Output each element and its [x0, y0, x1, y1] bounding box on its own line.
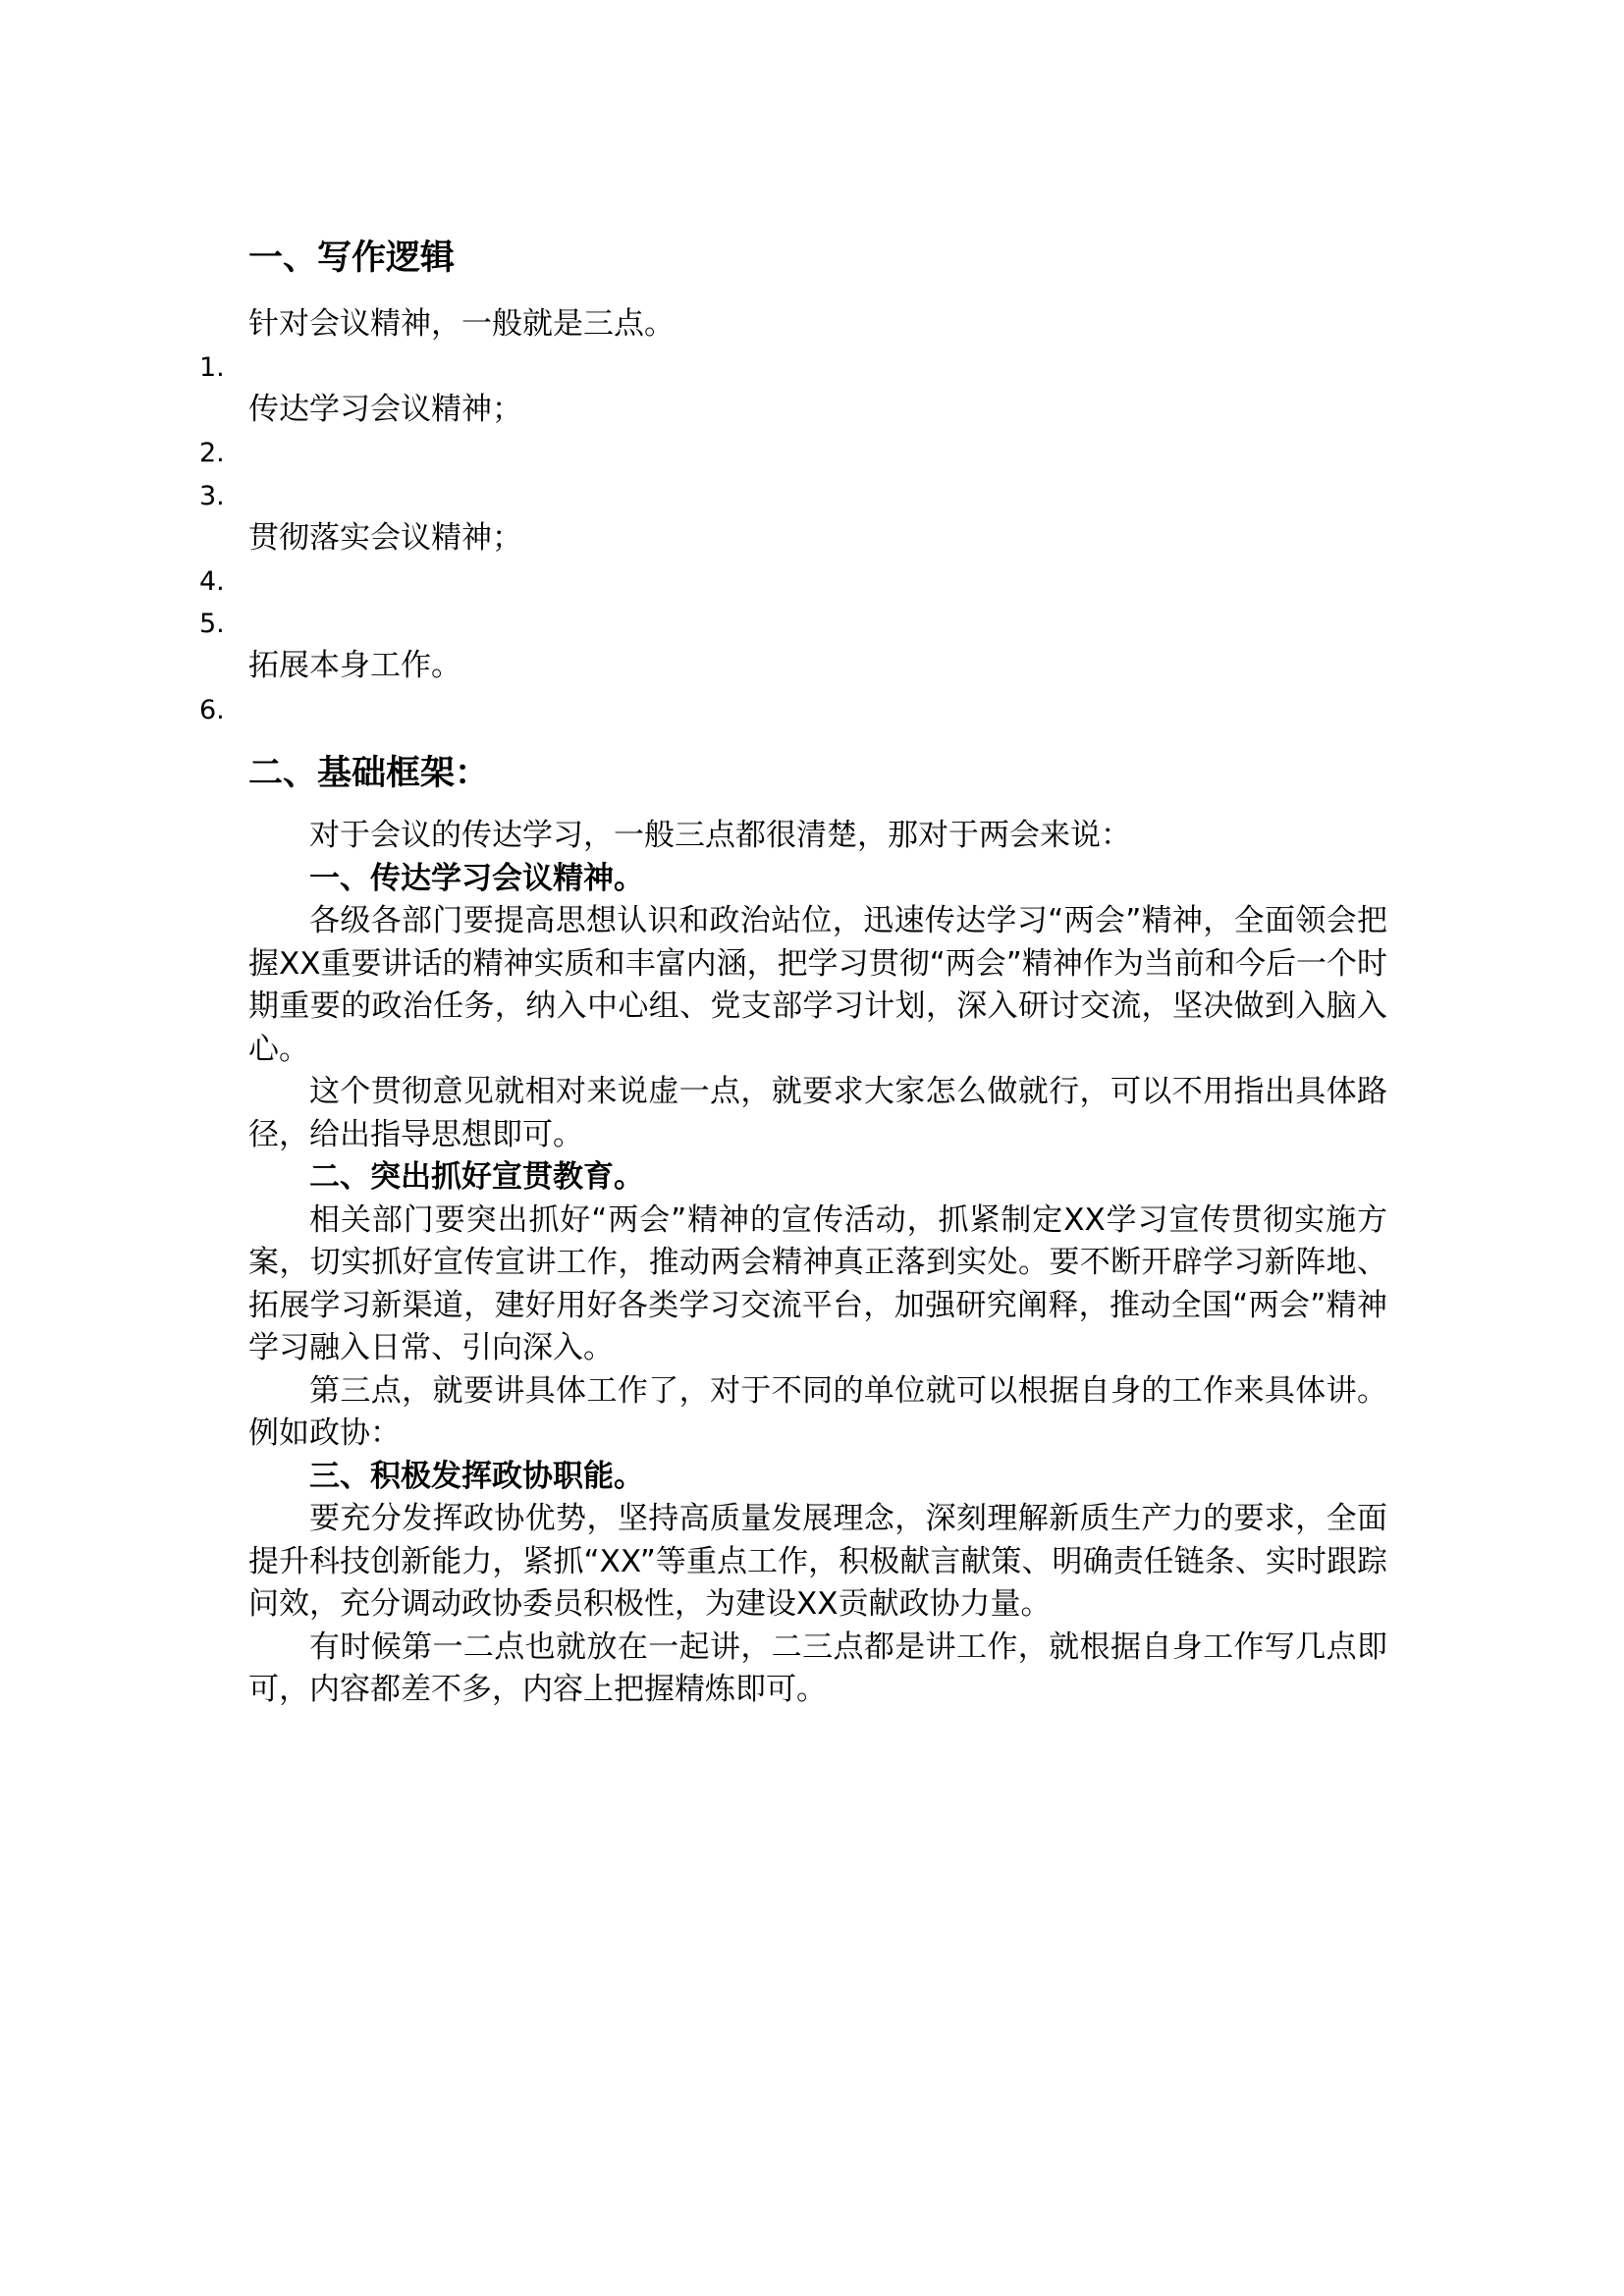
subheading: 一、传达学习会议精神。 — [309, 860, 644, 896]
list-item: 传达学习会议精神； — [248, 392, 522, 427]
paragraph: 这个贯彻意见就相对来说虚一点，就要求大家怎么做就行，可以不用指出具体路径，给出指导思想即可。 — [248, 1074, 1387, 1152]
paragraph: 相关部门要突出抓好“两会”精神的宣传活动，抓紧制定XX学习宣传贯彻实施方案，切实抓好宣传宣讲工作，推动两会精神真正落到实处。要不断开辟学习新阵地、拓展学习新渠道，建好用好各类学习交流平台，加强研究阐释，推动全国“两会”精神学习融入日常、引向深入。 — [248, 1201, 1387, 1365]
framework-body — [248, 815, 1387, 1712]
paragraph: 有时候第一二点也就放在一起讲，二三点都是讲工作，就根据自身工作写几点即可，内容都差不多，内容上把握精炼即可。 — [248, 1629, 1387, 1707]
section-heading-writing-logic: 一、写作逻辑 — [248, 239, 456, 278]
subheading: 三、积极发挥政协职能。 — [309, 1458, 644, 1494]
list-item: 拓展本身工作。 — [248, 648, 461, 683]
subheading: 二、突出抓好宣贯教育。 — [309, 1159, 644, 1195]
list-item: 贯彻落实会议精神； — [248, 520, 522, 556]
list-marker: 2. — [199, 438, 225, 468]
paragraph: 要充分发挥政协优势，坚持高质量发展理念，深刻理解新质生产力的要求，全面提升科技创新能力，紧抓“XX”等重点工作，积极献言献策、明确责任链条、实时跟踪问效，充分调动政协委员积极性，为建设XX贡献政协力量。 — [248, 1501, 1387, 1622]
list-marker: 6. — [199, 695, 225, 725]
list-marker: 3. — [199, 481, 225, 511]
list-marker: 1. — [199, 352, 225, 383]
section-heading-basic-framework: 二、基础框架： — [248, 754, 490, 793]
intro-text: 针对会议精神，一般就是三点。 — [248, 306, 675, 342]
list-marker: 4. — [199, 566, 225, 597]
list-marker: 5. — [199, 609, 225, 639]
paragraph: 对于会议的传达学习，一般三点都很清楚，那对于两会来说： — [309, 818, 1131, 853]
paragraph: 第三点，就要讲具体工作了，对于不同的单位就可以根据自身的工作来具体讲。例如政协： — [248, 1372, 1387, 1451]
paragraph: 各级各部门要提高思想认识和政治站位，迅速传达学习“两会”精神，全面领会把握XX重要讲话的精神实质和丰富内涵，把学习贯彻“两会”精神作为当前和今后一个时期重要的政治任务，纳入中心组、党支部学习计划，深入研讨交流，坚决做到入脑入心。 — [248, 903, 1387, 1067]
